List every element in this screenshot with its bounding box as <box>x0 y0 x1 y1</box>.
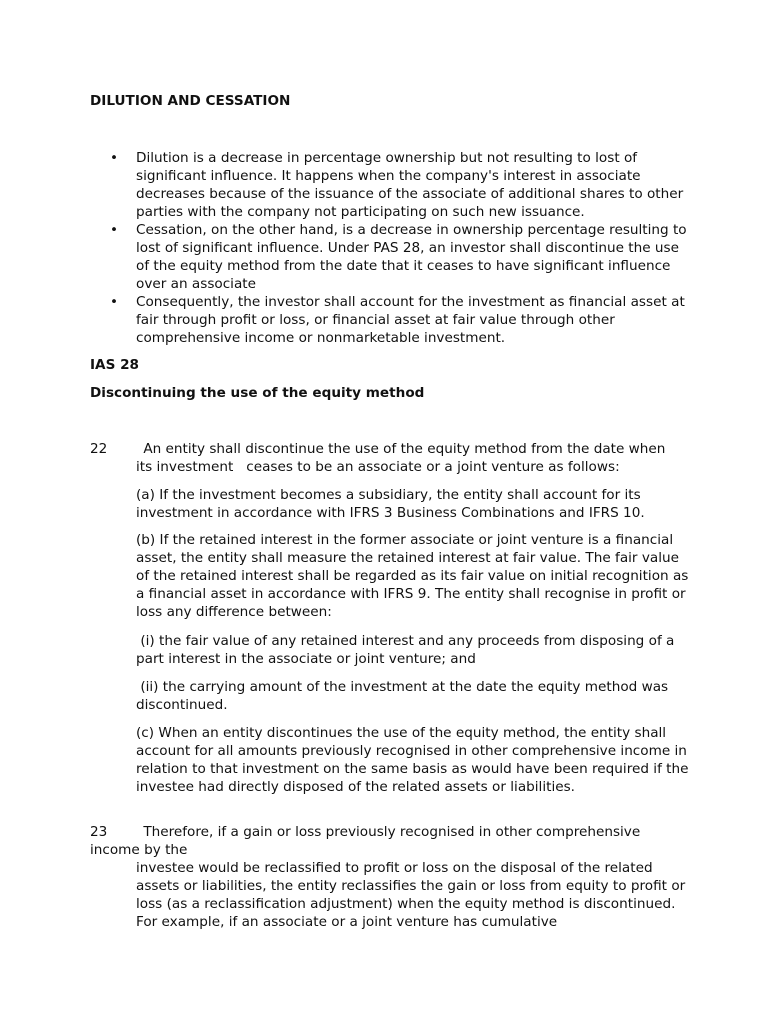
section-heading: Discontinuing the use of the equity method <box>90 385 425 401</box>
list-item <box>90 149 690 221</box>
bullet-icon: • <box>110 222 119 238</box>
list-item <box>90 221 690 293</box>
bullet-icon: • <box>110 294 119 310</box>
clause-i: (i) the fair value of any retained interest and any proceeds from disposing of a part interest in the associate or joint venture; and <box>136 633 679 667</box>
ias-heading: IAS 28 <box>90 357 140 373</box>
clause-c: (c) When an entity discontinues the use of the equity method, the entity shall account for all amounts previously recognised in other comprehensive income in relation to that investment on the same basis as would have been required if the investee had directly disposed of the related assets or liabilities. <box>136 725 689 795</box>
paragraph-first-line: Therefore, if a gain or loss previously recognised in other comprehensive income by the <box>90 824 645 858</box>
bullet-list <box>90 149 690 347</box>
paragraph-number: 23 <box>90 824 108 840</box>
paragraph-continuation: its investment ceases to be an associate or a joint venture as follows: <box>136 459 620 475</box>
clause-a: (a) If the investment becomes a subsidiary, the entity shall account for its investment in accordance with IFRS 3 Business Combinations and IFRS 10. <box>136 487 645 521</box>
bullet-text: Cessation, on the other hand, is a decrease in ownership percentage resulting to lost of significant influence. Under PAS 28, an investor shall discontinue the use of the equity method from the date that it ceases to have significant influence over an associate <box>136 222 687 292</box>
page-title: DILUTION AND CESSATION <box>90 93 291 109</box>
bullet-icon: • <box>110 150 119 166</box>
bullet-text: Dilution is a decrease in percentage ownership but not resulting to lost of significant influence. It happens when the company's interest in associate decreases because of the issuance of the associate of additional shares to other parties with the company not participating on such new issuance. <box>136 150 684 220</box>
paragraph-22 <box>90 440 690 476</box>
clause-b: (b) If the retained interest in the former associate or joint venture is a financial asset, the entity shall measure the retained interest at fair value. The fair value of the retained interest shall be regarded as its fair value on initial recognition as a financial asset in accordance with IFRS 9. The entity shall recognise in profit or loss any difference between: <box>136 532 689 620</box>
paragraph-number: 22 <box>90 441 108 457</box>
bullet-text: Consequently, the investor shall account for the investment as financial asset at fair through profit or loss, or financial asset at fair value through other comprehensive income or nonmarketable investment. <box>136 294 685 346</box>
list-item <box>90 293 690 347</box>
clause-ii: (ii) the carrying amount of the investment at the date the equity method was discontinued. <box>136 679 673 713</box>
paragraph-first-line: An entity shall discontinue the use of the equity method from the date when <box>139 441 666 457</box>
paragraph-continuation: investee would be reclassified to profit or loss on the disposal of the related assets or liabilities, the entity reclassifies the gain or loss from equity to profit or loss (as a reclassification adjustment) when the equity method is discontinued. For example, if an associate or a joint venture has cumulative <box>136 860 686 930</box>
paragraph-23 <box>90 823 690 931</box>
